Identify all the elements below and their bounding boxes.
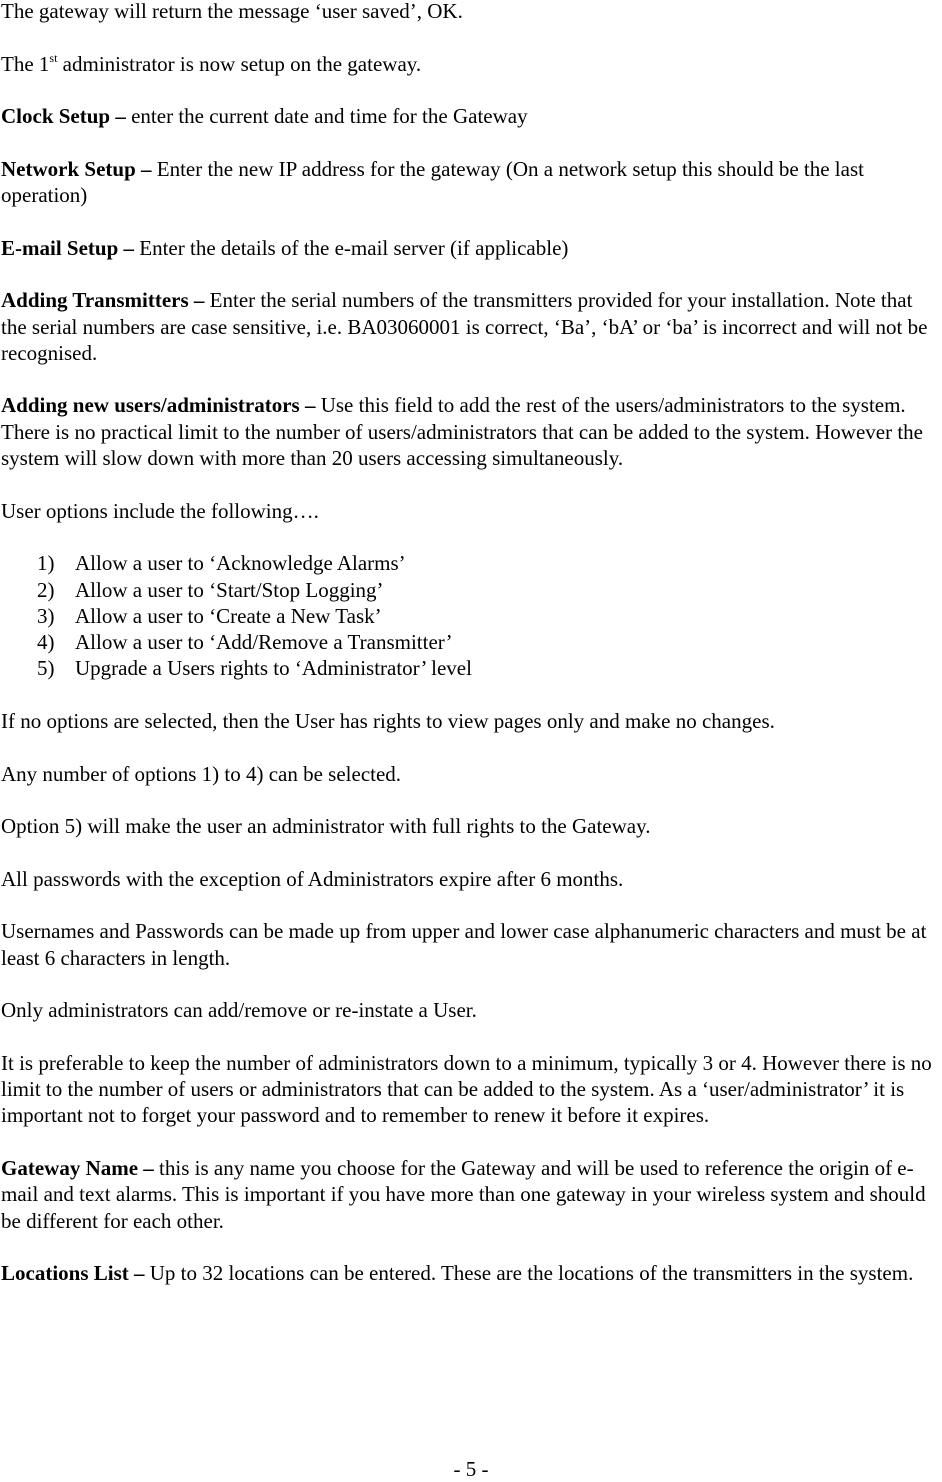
list-item-number: 3) [37,603,55,628]
adding-transmitters-text: Enter the serial numbers of the transmitters provided for your installation. Note that the serial numbers are case sensitive, i.e. BA03060001 is correct, ‘Ba’, ‘bA’ or ‘ba’ is incorrect and will not be recognised. [1,288,928,365]
first-admin-text-start: The 1 [1,51,50,76]
section-adding-transmitters [1,287,941,366]
document-page [1,0,941,1313]
list-item-text: Allow a user to ‘Acknowledge Alarms’ [75,551,406,576]
paragraph-first-admin [1,51,941,77]
page-number: - 5 - [453,1457,489,1481]
paragraph-option-5: Option 5) will make the user an administrator with full rights to the Gateway. [1,814,651,839]
list-item-number: 1) [37,551,55,576]
locations-list-text: Up to 32 locations can be entered. These are the locations of the transmitters in the system. [144,1261,914,1286]
first-admin-text-end: administrator is now setup on the gateway. [57,51,422,76]
list-item [1,629,941,655]
paragraph-any-number: Any number of options 1) to 4) can be selected. [1,761,402,786]
list-item-number: 2) [37,577,55,602]
section-clock-setup [1,103,941,129]
section-network-setup [1,156,941,209]
gateway-name-heading: Gateway Name – [1,1156,154,1181]
list-item-text: Allow a user to ‘Add/Remove a Transmitter’ [75,630,453,655]
list-item-number: 5) [37,656,55,681]
section-email-setup [1,235,941,261]
paragraph-usernames: Usernames and Passwords can be made up from upper and lower case alphanumeric characters and must be at least 6 characters in length. [1,919,927,970]
gateway-name-text: this is any name you choose for the Gateway and will be used to reference the origin of e-mail and text alarms. This is important if you have more than one gateway in your wireless system and should be different for each other. [1,1156,926,1233]
section-gateway-name [1,1155,941,1234]
section-locations-list [1,1260,941,1286]
paragraph-passwords-expire: All passwords with the exception of Administrators expire after 6 months. [1,866,624,891]
list-item-text: Allow a user to ‘Start/Stop Logging’ [75,577,384,602]
adding-users-text: Use this field to add the rest of the users/administrators to the system. There is no practical limit to the number of users/administrators that can be added to the system. However the system will slow down with more than 20 users accessing simultaneously. [1,393,923,471]
adding-users-heading: Adding new users/administrators – [1,393,316,418]
list-item-text: Allow a user to ‘Create a New Task’ [75,603,382,628]
paragraph-preferable: It is preferable to keep the number of administrators down to a minimum, typically 3 or 4. However there is no limit to the number of users or administrators that can be added to the system. As a ‘user/administrator’ it is important not to forget your password and to remember to renew it before it expires. [1,1050,932,1128]
list-item-text: Upgrade a Users rights to ‘Administrator’ level [75,656,472,681]
ordinal-suffix: st [49,50,58,65]
clock-setup-text: enter the current date and time for the Gateway [125,104,528,129]
locations-list-heading: Locations List – [1,1261,145,1286]
email-setup-heading: E-mail Setup – [1,235,135,260]
section-adding-users [1,392,941,471]
list-item [1,550,941,576]
list-item [1,603,941,629]
paragraph-no-options: If no options are selected, then the User has rights to view pages only and make no changes. [1,709,775,734]
list-item-number: 4) [37,630,55,655]
network-setup-text: Enter the new IP address for the gateway (On a network setup this should be the last operation) [1,156,864,208]
clock-setup-heading: Clock Setup – [1,104,126,129]
list-item [1,577,941,603]
paragraph-user-saved: The gateway will return the message ‘user saved’, OK. [1,0,463,23]
email-setup-text: Enter the details of the e-mail server (if applicable) [134,235,569,260]
list-item [1,655,941,681]
paragraph-user-options-intro: User options include the following…. [1,498,319,523]
user-options-list [1,550,941,681]
paragraph-only-admins: Only administrators can add/remove or re-instate a User. [1,998,477,1023]
network-setup-heading: Network Setup – [1,156,152,181]
adding-transmitters-heading: Adding Transmitters – [1,288,205,313]
